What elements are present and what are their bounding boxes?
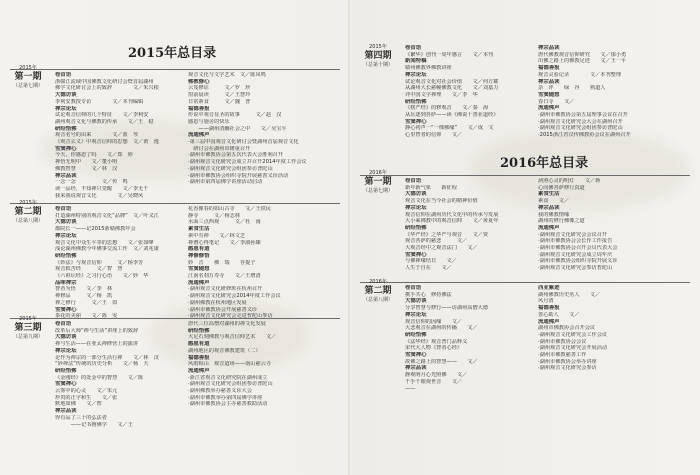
section-heading: 流通佛声	[188, 367, 210, 374]
toc-entry: 素食 文／	[538, 198, 570, 205]
issue-2015-3	[8, 316, 48, 341]
toc-entry: ·湖州观音文化研究会走进普陀山参访	[188, 313, 273, 320]
divider	[10, 203, 340, 204]
toc-column	[538, 178, 694, 272]
divider	[360, 175, 690, 176]
toc-entry: 读一品经，不知禅只觉醒 文／李无千	[55, 185, 149, 192]
toc-entry: ·湖州佛教在杭州地区发展	[188, 299, 247, 306]
toc-entry: 唐代佛教观音信仰研究 文／郁小勇	[538, 51, 627, 58]
section-heading: 流通佛声	[538, 318, 560, 325]
section-heading: 大德访谈	[405, 298, 427, 305]
toc-column	[405, 45, 531, 139]
toc-entry: 心里智者的信仰 文／	[405, 132, 463, 139]
toc-entry: 观音名号的由来 文／蓝 琴	[55, 132, 139, 139]
section-heading: 流通佛声	[538, 105, 560, 112]
toc-entry: ·湖州观音文化研究会组团参访普陀山	[188, 381, 273, 388]
toc-entry: 一念一念 文／传 鸣	[55, 179, 128, 186]
issue-year: 2015年	[19, 65, 37, 71]
toc-entry: 湖州的修行佛像之道	[538, 218, 585, 225]
section-heading: 研经悟佛	[55, 367, 77, 374]
toc-column	[188, 72, 344, 186]
toc-entry: ·湖州市佛教协会主办慈善救助活动	[188, 401, 268, 408]
toc-entry: 千手千眼观世音 文／	[405, 378, 463, 385]
toc-entry: 春日寺 文／	[538, 98, 575, 105]
issue-year: 2015年	[19, 200, 37, 206]
section-heading: 卷首语	[55, 72, 72, 78]
toc-entry: 云雾中的心灵 文／朱元	[55, 388, 118, 395]
toc-entry: 禅之修行 文／王 如	[55, 299, 118, 306]
toc-entry: 研讨会在湖州市隆重召开	[188, 145, 251, 152]
section-heading: 雪窦禅心	[405, 251, 427, 258]
toc-entry: 新年新气象 新征程	[405, 184, 457, 191]
toc-entry: 智者为悟 文／李 林	[55, 286, 113, 293]
toc-entry: 宋代大人物《智者心经》	[405, 345, 463, 352]
toc-entry: 日常素食 文／魏 普	[188, 98, 251, 105]
section-heading: 研经悟佛	[405, 224, 427, 231]
section-heading: 福德善报	[538, 65, 560, 72]
section-heading: 流通佛声	[188, 279, 210, 286]
toc-entry: 禅与生活——在亚太禅修营上的演讲	[55, 341, 139, 348]
section-heading: 西亚紫迹	[538, 285, 560, 291]
toc-entry: 窗前晨读 文／王慧玲	[188, 92, 251, 99]
toc-entry: 出佛之路上的佛教足迹 文／王一平	[538, 58, 627, 65]
toc-entry: ·湖州市佛教协会召开会员代表大会	[538, 245, 618, 252]
section-heading: 感恩有道	[188, 341, 210, 348]
toc-entry: ·浙江省观音文化研究院在湖州成立	[188, 374, 268, 381]
toc-entry: ——	[405, 385, 416, 392]
toc-entry: 《楞严经》的修观音 文／秦 海	[405, 105, 489, 112]
toc-entry: ·湖州市佛教协会会议	[538, 338, 587, 345]
toc-entry: 打造湖州特别的观音文化“品牌” 文／叶义江	[55, 212, 159, 219]
toc-entry: ·湖州观音文化研究会会议召开	[538, 231, 608, 238]
toc-entry: 观音文化在当今社会的精神价值	[405, 198, 478, 205]
toc-entry: 我的佛教情缘	[538, 211, 570, 218]
issue-year: 2016年	[369, 279, 387, 285]
issue-2015-4	[358, 44, 398, 69]
issue-total: （总第七期）	[12, 83, 43, 89]
title-2015: 2015年总目录	[128, 46, 217, 61]
issue-2015-2	[8, 200, 48, 225]
toc-entry: 湖州市佛教协会召开会议	[538, 325, 596, 332]
section-heading: 雪窦随想	[188, 266, 210, 273]
toc-entry: ·湖州观音文化研究会参访	[538, 365, 597, 372]
toc-entry: 大悲观音在湖州的传播 文／	[405, 325, 478, 332]
issue-2016-2	[358, 279, 398, 304]
section-heading: 雪窦禅心	[55, 145, 77, 152]
section-heading: 大德访谈	[55, 92, 77, 99]
toc-entry: 观音文化中众生平等的思想 文／张如峰	[55, 239, 154, 246]
toc-entry: ·湖州观音文化研究会组团参访普陀山	[188, 165, 273, 172]
toc-entry: 佛教智慧 文／林 汉	[55, 165, 118, 172]
toc-entry: ——记书画佛学 文／王	[55, 421, 133, 428]
section-heading: 研经悟佛	[405, 331, 427, 338]
section-heading: 卷首语	[55, 206, 72, 212]
toc-column	[405, 285, 531, 392]
toc-entry: 大足石刻佛教与观音信仰艺术 文／	[188, 334, 277, 341]
toc-entry: 观音信仰在湖州历代文化中的传承与发展	[405, 211, 499, 218]
toc-entry: 感恩与施舍的快乐	[188, 118, 230, 125]
toc-entry: 水面三点西观 文／杜 南	[188, 219, 261, 226]
section-heading: 雪窦禅心	[55, 381, 77, 388]
toc-entry: 从湖州大长慈幢佛教文化 文／刘嘉力	[405, 85, 499, 92]
toc-column	[188, 206, 344, 320]
issue-total: （总第十期）	[362, 62, 393, 68]
toc-entry: “妙禅法”传统的历史分析 文／杨 天	[55, 361, 149, 368]
section-heading: 禅宗品读	[405, 365, 427, 372]
toc-column	[538, 45, 694, 139]
section-heading: 感恩有道	[188, 246, 210, 253]
section-heading: 品味禅宗	[55, 279, 77, 286]
issue-total: （总第八期）	[12, 218, 43, 224]
divider	[10, 69, 340, 70]
toc-entry: ·湖州市佛教慈善工作	[538, 352, 587, 359]
section-heading: 福德善报	[188, 354, 210, 361]
toc-entry: 静观明月心光照佛 文／	[405, 372, 468, 379]
section-heading: 研经悟佛	[55, 125, 77, 132]
toc-entry: 从坛逐到菩萨——读《佛说十善业道经》	[405, 112, 499, 119]
issue-year: 2015年	[19, 316, 37, 322]
toc-entry: 分享智慧与修行——访湖州高僧大德	[405, 305, 489, 312]
toc-entry: 试论观音文化对社会价值 文／何方耀	[405, 78, 499, 85]
toc-entry: ·湖州观音文化研究会成立周年庆	[538, 251, 613, 258]
section-heading: 雪窦禅心	[55, 306, 77, 313]
issue-total: （总第七期）	[362, 188, 393, 194]
toc-entry: ·湖州观音文化研究会参访普陀山	[538, 265, 613, 272]
toc-entry: 观音灵验记录 文／本刊整理	[538, 71, 622, 78]
toc-entry: 浅论湖州佛教今年佛事交流工作 文／刘兆康	[55, 246, 159, 253]
issue-number: 第四期	[364, 51, 392, 61]
issue-number: 第一期	[14, 72, 42, 82]
section-heading: 禅宗论坛	[405, 311, 427, 318]
toc-entry: 李利安教授专访 文／本刊编辑	[55, 98, 144, 105]
toc-entry: 花香像春的如山古寺 文／王铁民	[188, 206, 272, 212]
toc-entry: ·湖州市佛教协会第五次代表大会胜利召开	[188, 152, 284, 159]
toc-entry: ·湖州佛教举办慈善义诊大会	[188, 388, 252, 395]
section-heading: 素食生活	[188, 226, 210, 233]
section-heading: 大德访谈	[405, 191, 427, 198]
section-heading: 禅宗论坛	[405, 204, 427, 211]
toc-entry: ·湖州市第四届佛学讲座活动启动	[188, 179, 263, 186]
toc-entry: 静寺 文／杨志林	[188, 212, 240, 219]
toc-entry: ·湖州市佛教举办第四届佛学讲座	[188, 394, 263, 401]
section-heading: 卷首语	[405, 178, 422, 184]
issue-2016-1	[358, 170, 398, 195]
toc-entry: 改革后大师“禅与生活”讲座上的致辞	[55, 327, 139, 334]
toc-entry: 观音菩萨的慈悲 文／	[405, 238, 473, 245]
toc-entry: 《观音玄义》中观音信仰的思想 文／黄 逸	[55, 139, 159, 146]
section-heading: 流通佛声	[188, 132, 210, 139]
toc-entry: 观音文化与文学艺术 文／陈凤鸣	[188, 72, 266, 78]
toc-column	[55, 321, 181, 428]
section-heading: 禅宗品读	[538, 78, 560, 85]
section-heading: 福德善报	[188, 105, 210, 112]
toc-entry: ·湖州观音文化研究会组团参访普陀山	[538, 125, 623, 132]
issue-year: 2016年	[369, 170, 387, 176]
issue-number: 第三期	[14, 323, 42, 333]
toc-entry: 得有品了三十的弘法者	[55, 414, 107, 421]
section-heading: 研经悟佛	[188, 327, 210, 334]
toc-entry: 大小乘佛教中的观音信仰 文／黄夏年	[405, 218, 499, 225]
toc-entry: 风雨相山 观音道场——南山慈云寺	[188, 361, 272, 368]
section-heading: 福德善报	[538, 305, 560, 312]
toc-entry: 与佛禅缘结日 文／	[405, 258, 463, 265]
toc-entry: 佛学文化研讨会上的致辞 文／朱兴根	[55, 85, 159, 92]
toc-entry: 浙赣江流域中国佛教文化研讨会暨首届湖州	[55, 78, 154, 85]
toc-entry: 湖州佛教历史名人 文／	[538, 291, 601, 298]
toc-entry: 珍贵的正字和生 文／张	[55, 394, 118, 401]
toc-entry: 携手共心 修持佛法	[405, 291, 452, 298]
toc-entry: ·湖州观音文化研究会大会在湖州召开	[538, 118, 623, 125]
toc-column	[55, 72, 181, 199]
toc-entry: ·湖州市佛教协会组织寺院开展义诊	[538, 258, 618, 265]
section-heading: 雪窦禅心	[405, 118, 427, 125]
toc-entry: 《繁华》创刊一周年感言 文／本刊	[405, 51, 494, 58]
section-heading: 大德访谈	[55, 219, 77, 226]
toc-entry: 试论观音信仰的几个特征 文／李利安	[55, 112, 149, 119]
toc-entry: 《华严经》之华严与观音 文／贾	[405, 231, 489, 238]
section-heading: 卷首语	[405, 285, 422, 291]
divider	[360, 282, 690, 283]
section-heading: 禅宗品读	[55, 408, 77, 415]
toc-entry: 妙 音 佛 瑞 菩提子	[188, 259, 256, 266]
toc-entry: 观音救苦经 文／智 慧	[55, 266, 123, 273]
toc-entry: 素中有禅 文／林文芝	[188, 232, 246, 239]
issue-year: 2015年	[369, 44, 387, 50]
section-heading: 素食生活	[538, 191, 560, 198]
right-page	[350, 0, 700, 475]
toc-entry: 禅悟无明中 文／董小明	[55, 159, 118, 166]
section-heading: 禅宗论坛	[405, 71, 427, 78]
toc-entry: 风月清	[538, 298, 554, 305]
issue-total: （总第九期）	[12, 334, 43, 340]
issue-number: 第二期	[14, 207, 42, 217]
issue-number: 第二期	[364, 286, 392, 296]
section-heading: 大德访谈	[55, 334, 77, 341]
toc-column	[538, 285, 694, 372]
toc-entry: 默地如佛 文／智	[55, 401, 102, 408]
toc-entry: 禅修品 文／杨 凯	[55, 293, 113, 300]
toc-entry: 湖州地区的观音佛教建筑（二）	[188, 347, 261, 354]
toc-column	[55, 206, 181, 320]
toc-entry: 湖州观音文化与佛教的传承 文／王 稳	[55, 118, 154, 125]
toc-entry: 杂 评 绿 谷 熟道人	[538, 85, 606, 92]
toc-entry: 故佛之路上的智慧—— 文／	[405, 358, 478, 365]
toc-entry: 人生于自在 文／	[405, 265, 457, 272]
toc-entry: 江南名刹万寿寺 文／王增清	[188, 273, 261, 280]
issue-number: 第一期	[364, 177, 392, 187]
section-heading: 禅宗论坛	[55, 347, 77, 354]
toc-entry: 云笈修证 文／罗 珍	[188, 85, 251, 92]
toc-entry: 大观音经中之观音法门 文／	[405, 245, 478, 252]
toc-entry: ·湖州观音文化研究会成立并召开2014年度工作会议	[188, 159, 307, 166]
toc-entry: 都院长一——记2015浙赣佛教年会	[55, 226, 136, 233]
issue-2015-1	[8, 65, 48, 90]
toc-entry: 今天，你感恩了吗 文／郑 婷	[55, 152, 133, 159]
toc-entry: 唐代三位高僧对湖州的禅文化发展	[188, 321, 266, 327]
section-heading: 禅宗论坛	[55, 232, 77, 239]
toc-entry: 静心初声一“一棵佛缘” 文／成 文	[405, 125, 494, 132]
toc-entry: ·湖州观音文化研究会开展活动	[538, 345, 608, 352]
section-heading: 禅宗品读	[55, 172, 77, 179]
toc-entry: ·湖州观音文化研究会工作会议	[538, 331, 608, 338]
toc-entry: 评中国文字禅理 文／李 华	[405, 91, 478, 98]
toc-column	[405, 178, 531, 272]
section-heading: 雪窦随想	[538, 91, 560, 98]
section-heading: 研经悟佛	[405, 98, 427, 105]
toc-entry: ·湖州市佛教协会第五届理事会议在召开	[538, 112, 628, 119]
section-heading: 流通佛声	[538, 224, 560, 231]
toc-entry: ·湖州市佛教协会举办讲座	[538, 358, 597, 365]
toc-entry: ·2015浙江省汉传佛教协会议在湖州召开	[538, 132, 631, 139]
toc-entry: ·湖州观音文化研究会2014年度工作会议	[188, 293, 281, 300]
toc-entry: ·第三届中国观音文化研讨会暨湖州首届观音文化	[188, 139, 299, 146]
toc-entry: ·湖州市佛教协会开展慈善义诊	[188, 306, 258, 313]
section-heading: 禅宗论坛	[55, 105, 77, 112]
section-heading: 雪窦禅心	[405, 352, 427, 359]
toc-entry: 观音信仰的因缘 文／	[405, 318, 463, 325]
section-heading: 佛教修心	[188, 78, 210, 85]
toc-entry: 《法华经》观音普门品释义	[405, 338, 468, 345]
toc-entry: 《妙法》与观音信仰 文／杨李芳	[55, 259, 144, 266]
section-heading: 禅宗品读	[538, 45, 560, 51]
section-heading: 禅宗品读	[538, 204, 560, 211]
toc-entry: 《六祖坛经》之习行心语 文／妙 华	[55, 273, 149, 280]
toc-entry: 洞照心灵的明灯 文／蒋	[538, 178, 601, 184]
section-heading: 研经悟佛	[55, 252, 77, 259]
toc-entry: 心向佛菩萨修行真道	[538, 184, 585, 191]
section-heading: 卷首语	[405, 45, 422, 51]
toc-entry: 禅僧心得笔记 文／李淑孙臻	[188, 239, 261, 246]
toc-entry: 我来我说观音文化 文／吴晓风	[55, 192, 144, 199]
toc-entry: ——湖州清幽社会之中 文／吴宝平	[188, 125, 287, 132]
toc-entry: 茶花的美丽 文／陈 雯	[55, 313, 118, 320]
section-heading: 卷首语	[55, 321, 72, 327]
toc-entry: 善心助人 文／	[538, 311, 580, 318]
section-heading: 新闻特稿	[405, 58, 427, 65]
toc-entry: 论作为禅宗的一部分生活行禅 文／林 汉	[55, 354, 159, 361]
section-heading: 禅修修悟	[188, 252, 210, 259]
toc-entry: 传说中观音显圣的故事 文／赵 汉	[188, 112, 282, 119]
toc-column	[188, 321, 344, 408]
toc-entry: ·湖州市佛教协会组织寺院开展慈善义诊活动	[188, 172, 289, 179]
title-2016: 2016年总目录	[500, 156, 589, 171]
toc-entry: 赣州佛教界佛教讲座	[405, 65, 452, 72]
toc-entry: 《金刚经》的处金中的智慧 文／陈	[55, 374, 144, 381]
toc-entry: ·湖州观音文化研修班在杭州召开	[188, 286, 263, 293]
issue-total: （总第八期）	[362, 297, 393, 303]
toc-entry: ·湖州市佛教协会会长作工作报告	[538, 238, 613, 245]
